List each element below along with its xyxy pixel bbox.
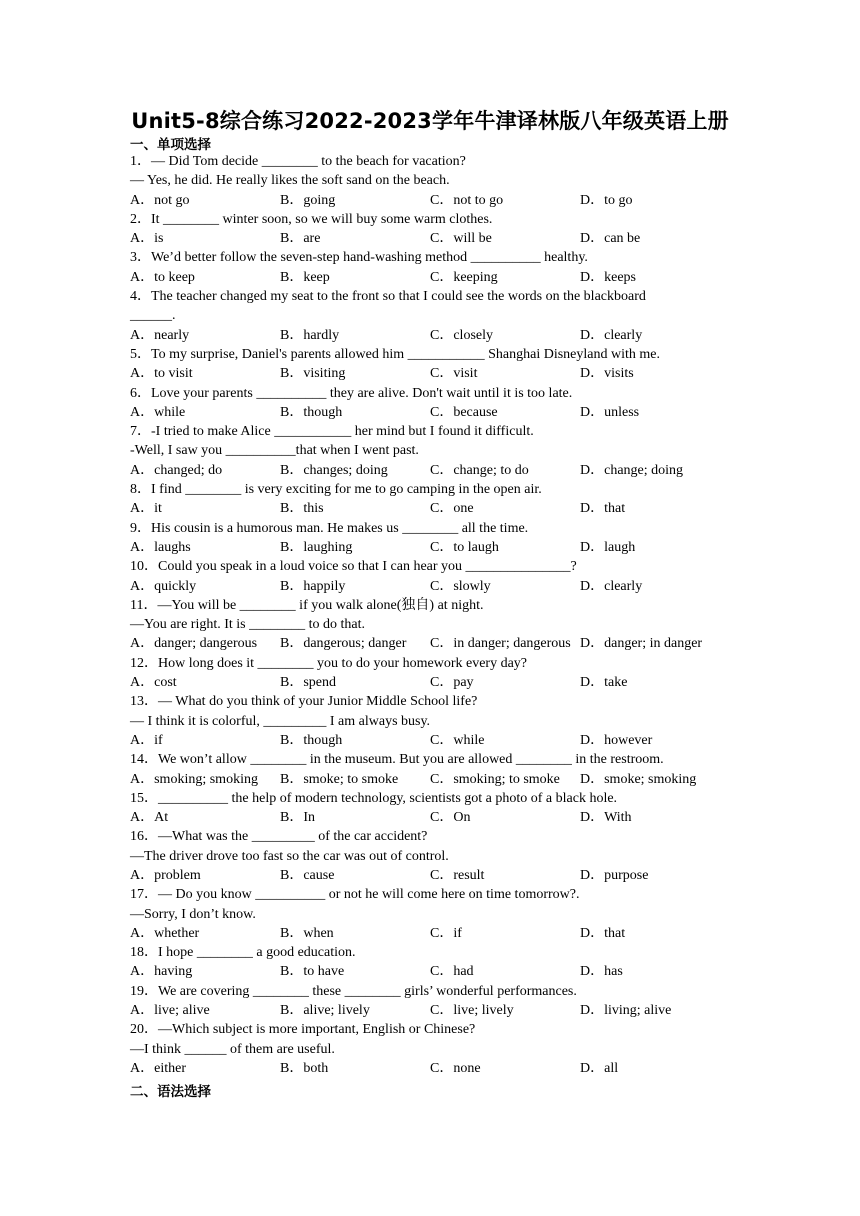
option-c: C．smoking; to smoke (430, 771, 560, 787)
question-text-line: 9．His cousin is a humorous man. He makes us ________ all the time. (130, 520, 529, 536)
question-18 (130, 943, 730, 982)
option-d: D．danger; in danger (580, 636, 703, 652)
question-text-line: 3．We’d better follow the seven-step hand-washing method __________ healthy. (130, 250, 588, 266)
page-title: Unit5-8综合练习2022-2023学年牛津译林版八年级英语上册 (131, 109, 729, 133)
option-c: C．while (430, 732, 485, 748)
option-b: B．to have (280, 964, 345, 980)
question-9 (130, 519, 730, 558)
answer-options (130, 808, 730, 827)
option-d: D．take (580, 675, 628, 691)
option-c: C．will be (430, 231, 492, 247)
question-text-line: 13．— What do you think of your Junior Middle School life? (130, 694, 478, 710)
option-c: C．On (430, 810, 471, 826)
option-b: B．happily (280, 578, 346, 594)
question-text-line: —I think ______ of them are useful. (130, 1041, 335, 1057)
question-text-line: ______. (130, 308, 176, 324)
option-c: C．slowly (430, 578, 491, 594)
question-text-line: 8．I find ________ is very exciting for me to go camping in the open air. (130, 482, 542, 498)
question-text-line: — Yes, he did. He really likes the soft sand on the beach. (130, 173, 450, 189)
option-d: D．all (580, 1060, 619, 1076)
option-b: B．hardly (280, 327, 340, 343)
option-c: C．if (430, 925, 462, 941)
answer-options (130, 403, 730, 422)
option-a: A．live; alive (130, 1003, 210, 1019)
question-text-line: — I think it is colorful, _________ I am always busy. (130, 713, 431, 729)
option-a: A．to keep (130, 269, 195, 285)
option-b: B．when (280, 925, 334, 941)
question-1 (130, 152, 730, 210)
option-a: A．having (130, 964, 193, 980)
option-d: D．With (580, 810, 632, 826)
question-list (130, 152, 730, 1078)
option-a: A．while (130, 404, 186, 420)
option-d: D．change; doing (580, 462, 684, 478)
answer-options (130, 866, 730, 885)
option-c: C．none (430, 1060, 481, 1076)
question-text-line: 2．It ________ winter soon, so we will buy some warm clothes. (130, 211, 493, 227)
option-b: B．both (280, 1060, 329, 1076)
question-2 (130, 210, 730, 249)
option-b: B．In (280, 810, 315, 826)
question-3 (130, 248, 730, 287)
option-c: C．not to go (430, 192, 504, 208)
option-c: C．visit (430, 366, 478, 382)
option-c: C．pay (430, 675, 474, 691)
option-c: C．result (430, 867, 485, 883)
option-b: B．laughing (280, 539, 353, 555)
question-text-line: 12．How long does it ________ you to do your homework every day? (130, 655, 527, 671)
option-a: A．cost (130, 675, 177, 691)
option-b: B．changes; doing (280, 462, 388, 478)
option-a: A．laughs (130, 539, 191, 555)
question-text-line: -Well, I saw you __________that when I went past. (130, 443, 419, 459)
option-a: A．quickly (130, 578, 197, 594)
option-b: B．are (280, 231, 321, 247)
option-d: D．visits (580, 366, 634, 382)
option-b: B．going (280, 192, 336, 208)
option-c: C．live; lively (430, 1003, 514, 1019)
answer-options (130, 634, 730, 653)
answer-options (130, 326, 730, 345)
answer-options (130, 229, 730, 248)
question-12 (130, 654, 730, 693)
option-c: C．to laugh (430, 539, 499, 555)
answer-options (130, 1059, 730, 1078)
question-4 (130, 287, 730, 345)
question-text-line: 5．To my surprise, Daniel's parents allowed him ___________ Shanghai Disneyland with me. (130, 346, 660, 362)
option-c: C．one (430, 501, 474, 517)
option-b: B．alive; lively (280, 1003, 370, 1019)
option-a: A．whether (130, 925, 200, 941)
option-d: D．however (580, 732, 653, 748)
answer-options (130, 538, 730, 557)
question-11 (130, 596, 730, 654)
option-d: D．can be (580, 231, 641, 247)
question-text-line: 7．-I tried to make Alice ___________ her mind but I found it difficult. (130, 424, 534, 440)
question-text-line: 20．—Which subject is more important, English or Chinese? (130, 1022, 476, 1038)
option-c: C．in danger; dangerous (430, 636, 571, 652)
option-b: B．though (280, 404, 343, 420)
option-a: A．changed; do (130, 462, 223, 478)
question-7 (130, 422, 730, 480)
answer-options (130, 461, 730, 480)
question-text-line: 4．The teacher changed my seat to the front so that I could see the words on the blackboard (130, 289, 646, 305)
option-b: B．cause (280, 867, 335, 883)
question-text-line: 15．__________ the help of modern technology, scientists got a photo of a black hole. (130, 790, 618, 806)
option-d: D．clearly (580, 578, 643, 594)
option-a: A．it (130, 501, 162, 517)
question-text-line: —Sorry, I don’t know. (130, 906, 256, 922)
option-b: B．smoke; to smoke (280, 771, 399, 787)
option-d: D．laugh (580, 539, 636, 555)
answer-options (130, 731, 730, 750)
option-a: A．not go (130, 192, 190, 208)
option-d: D．clearly (580, 327, 643, 343)
section-heading-single-choice: 一、单项选择 (130, 137, 211, 153)
option-b: B．dangerous; danger (280, 636, 407, 652)
question-text-line: 10．Could you speak in a loud voice so that I can hear you _______________? (130, 559, 577, 575)
option-b: B．keep (280, 269, 330, 285)
option-b: B．though (280, 732, 343, 748)
option-d: D．to go (580, 192, 633, 208)
option-c: C．had (430, 964, 474, 980)
question-8 (130, 480, 730, 519)
option-a: A．danger; dangerous (130, 636, 258, 652)
option-b: B．spend (280, 675, 336, 691)
question-text-line: 19．We are covering ________ these ________ girls’ wonderful performances. (130, 983, 577, 999)
option-b: B．visiting (280, 366, 346, 382)
option-d: D．that (580, 501, 626, 517)
answer-options (130, 770, 730, 789)
question-13 (130, 692, 730, 750)
question-text-line: 6．Love your parents __________ they are alive. Don't wait until it is too late. (130, 385, 573, 401)
section-heading-grammar-choice: 二、语法选择 (130, 1084, 211, 1100)
question-16 (130, 827, 730, 885)
option-c: C．change; to do (430, 462, 529, 478)
question-5 (130, 345, 730, 384)
option-d: D．that (580, 925, 626, 941)
answer-options (130, 673, 730, 692)
question-text-line: 18．I hope ________ a good education. (130, 945, 356, 961)
question-6 (130, 384, 730, 423)
answer-options (130, 191, 730, 210)
answer-options (130, 364, 730, 383)
question-text-line: 11．—You will be ________ if you walk alone(独自) at night. (130, 597, 484, 613)
question-17 (130, 885, 730, 943)
option-c: C．because (430, 404, 498, 420)
option-a: A．At (130, 810, 169, 826)
question-text-line: 1．— Did Tom decide ________ to the beach for vacation? (130, 154, 466, 169)
option-d: D．has (580, 964, 623, 980)
option-d: D．unless (580, 404, 640, 420)
option-a: A．either (130, 1060, 186, 1076)
answer-options (130, 268, 730, 287)
answer-options (130, 962, 730, 981)
question-text-line: 14．We won’t allow ________ in the museum. But you are allowed ________ in the restroom. (130, 752, 664, 768)
question-14 (130, 750, 730, 789)
option-a: A．if (130, 732, 163, 748)
question-10 (130, 557, 730, 596)
option-d: D．keeps (580, 269, 636, 285)
answer-options (130, 499, 730, 518)
option-c: C．closely (430, 327, 493, 343)
question-20 (130, 1020, 730, 1078)
option-a: A．smoking; smoking (130, 771, 258, 787)
question-text-line: 17．— Do you know __________ or not he will come here on time tomorrow?. (130, 887, 580, 903)
option-d: D．smoke; smoking (580, 771, 697, 787)
answer-options (130, 1001, 730, 1020)
answer-options (130, 924, 730, 943)
question-15 (130, 789, 730, 828)
option-d: D．living; alive (580, 1003, 672, 1019)
answer-options (130, 577, 730, 596)
question-19 (130, 982, 730, 1021)
option-a: A．problem (130, 867, 201, 883)
question-text-line: —You are right. It is ________ to do that. (130, 617, 366, 633)
option-d: D．purpose (580, 867, 649, 883)
question-text-line: —The driver drove too fast so the car was out of control. (130, 848, 449, 864)
option-c: C．keeping (430, 269, 498, 285)
option-a: A．is (130, 231, 164, 247)
option-b: B．this (280, 501, 324, 517)
question-text-line: 16．—What was the _________ of the car accident? (130, 829, 428, 845)
option-a: A．to visit (130, 366, 193, 382)
option-a: A．nearly (130, 327, 190, 343)
